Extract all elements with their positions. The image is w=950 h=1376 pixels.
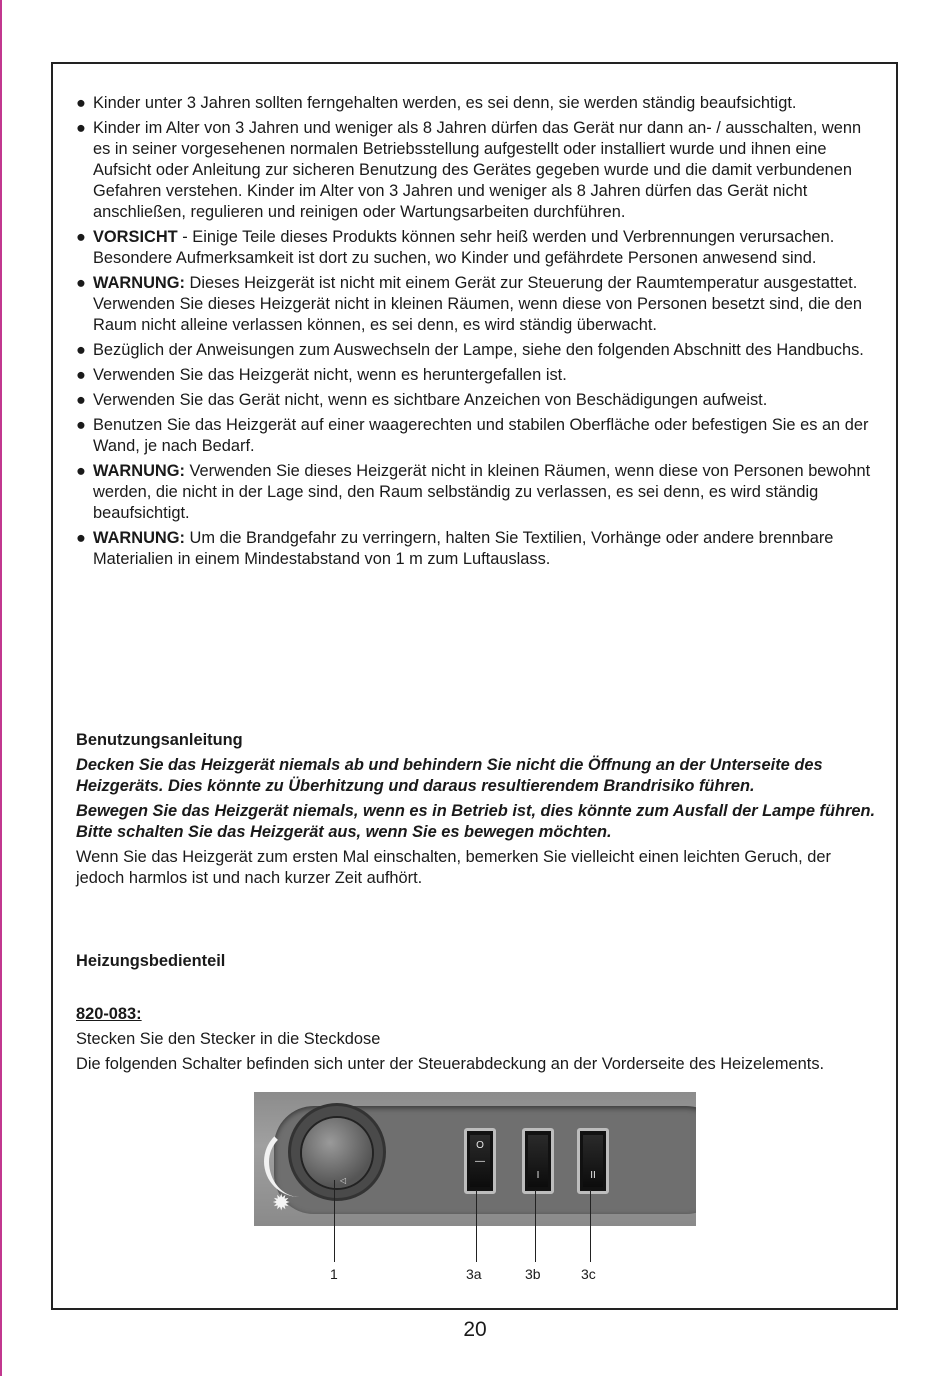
bullet-text: - Einige Teile dieses Produkts können sehr heiß werden und Verbrennungen verursachen. Besondere Aufmerksamkeit ist dort zu suchen, wo Kinder und gefährdete Personen anwesend sind. <box>93 228 835 267</box>
control-line-plug: Stecken Sie den Stecker in die Steckdose <box>76 1030 381 1048</box>
bullet-bold-label: WARNUNG: <box>93 529 185 547</box>
bullet-text: Dieses Heizgerät ist nicht mit einem Gerät zur Steuerung der Raumtemperatur ausgestattet. Verwenden Sie dieses Heizgerät nicht in kleinen Räumen, wenn diese von Personen besetzt sind, die den Raum nicht alleine verlassen können, es sei denn, es wird ständig überwacht. <box>93 274 863 334</box>
switch-level2-glyph: II <box>590 1170 596 1181</box>
page-trim-line <box>0 0 2 1376</box>
bullet-item <box>76 390 876 411</box>
bullet-dot-icon: ● <box>76 462 86 480</box>
control-heading-block <box>76 951 876 972</box>
bullet-bold-label: WARNUNG: <box>93 462 185 480</box>
usage-note-smell: Wenn Sie das Heizgerät zum ersten Mal einschalten, bemerken Sie vielleicht einen leichten Geruch, der jedoch harmlos ist und nach kurzer Zeit aufhört. <box>76 848 831 887</box>
bullet-item <box>76 365 876 386</box>
usage-heading: Benutzungsanleitung <box>76 731 243 749</box>
bullet-text: Kinder unter 3 Jahren sollten ferngehalten werden, es sei denn, sie werden ständig beaufsichtigt. <box>93 94 797 112</box>
bullet-text: Verwenden Sie dieses Heizgerät nicht in kleinen Räumen, wenn diese von Personen bewohnt werden, die nicht in der Lage sind, den Raum selbständig zu verlassen, es sei denn, es wird ständig beaufsichtigt. <box>93 462 871 522</box>
bullet-dot-icon: ● <box>76 529 86 547</box>
control-heading: Heizungsbedienteil <box>76 952 226 970</box>
rocker <box>583 1135 603 1187</box>
bullet-dot-icon: ● <box>76 416 86 434</box>
control-panel-photo <box>254 1092 696 1226</box>
bullet-text: Benutzen Sie das Heizgerät auf einer waagerechten und stabilen Oberfläche oder befestigen Sie es an der Wand, je nach Bedarf. <box>93 416 869 455</box>
bullet-text: Verwenden Sie das Heizgerät nicht, wenn es heruntergefallen ist. <box>93 366 567 384</box>
switch-on-glyph: — <box>475 1156 485 1167</box>
leader-line-3a <box>476 1190 477 1262</box>
leader-line-3b <box>535 1190 536 1262</box>
bullet-item <box>76 118 876 223</box>
leader-line-3c <box>590 1190 591 1262</box>
usage-section <box>76 730 876 889</box>
rocker <box>470 1135 490 1187</box>
rocker <box>528 1135 548 1187</box>
bullet-dot-icon: ● <box>76 341 86 359</box>
bullet-bold-label: WARNUNG: <box>93 274 185 292</box>
switch-3c <box>577 1128 609 1194</box>
bullet-item <box>76 93 876 114</box>
bullet-item <box>76 273 876 336</box>
control-section <box>76 1004 876 1075</box>
callout-3a: 3a <box>466 1266 482 1282</box>
bullet-dot-icon: ● <box>76 391 86 409</box>
page-number: 20 <box>463 1318 487 1341</box>
usage-warning-move: Bewegen Sie das Heizgerät niemals, wenn es in Betrieb ist, dies könnte zum Ausfall der Lampe führen. Bitte schalten Sie das Heizgerät aus, wenn Sie es bewegen möchten. <box>76 802 876 841</box>
model-number: 820-083: <box>76 1005 142 1023</box>
leader-line-1 <box>334 1180 335 1262</box>
bullet-text: Um die Brandgefahr zu verringern, halten Sie Textilien, Vorhänge oder andere brennbare Materialien in einem Mindestabstand von 1 m zum Luftauslass. <box>93 529 834 568</box>
switch-off-glyph: O <box>476 1140 484 1151</box>
bullet-dot-icon: ● <box>76 94 86 112</box>
bullet-item <box>76 528 876 570</box>
callout-3b: 3b <box>525 1266 541 1282</box>
callout-3c: 3c <box>581 1266 596 1282</box>
bullet-item <box>76 415 876 457</box>
switch-3b <box>522 1128 554 1194</box>
bullet-item <box>76 461 876 524</box>
bullet-dot-icon: ● <box>76 119 86 137</box>
bullet-text: Kinder im Alter von 3 Jahren und weniger als 8 Jahren dürfen das Gerät nur dann an- / ausschalten, wenn es in seiner vorgesehenen normalen Betriebsstellung aufgestellt oder installiert wurde und ihnen eine Aufsicht oder Anleitung zur sicheren Benutzung des Gerätes gegeben wurde und die damit verbundenen Gefahren verstehen. Kinder im Alter von 3 Jahren und weniger als 8 Jahren dürfen das Gerät nicht anschließen, regulieren und reinigen oder Wartungsarbeiten durchführen. <box>93 119 862 221</box>
control-knob <box>302 1118 372 1188</box>
bullet-dot-icon: ● <box>76 366 86 384</box>
bullet-text: Bezüglich der Anweisungen zum Auswechseln der Lampe, siehe den folgenden Abschnitt des Handbuchs. <box>93 341 864 359</box>
heat-sun-icon: ✹ <box>272 1190 291 1215</box>
bullet-text: Verwenden Sie das Gerät nicht, wenn es sichtbare Anzeichen von Beschädigungen aufweist. <box>93 391 768 409</box>
usage-warning-cover: Decken Sie das Heizgerät niemals ab und behindern Sie nicht die Öffnung an der Unterseite des Heizgeräts. Dies könnte zu Überhitzung und daraus resultierendem Brandrisiko führen. <box>76 756 823 795</box>
switch-3a <box>464 1128 496 1194</box>
bullet-dot-icon: ● <box>76 274 86 292</box>
safety-bullet-list <box>76 93 876 574</box>
control-line-switches: Die folgenden Schalter befinden sich unter der Steuerabdeckung an der Vorderseite des Heizelements. <box>76 1055 825 1073</box>
switch-level1-glyph: I <box>536 1170 540 1181</box>
bullet-bold-label: VORSICHT <box>93 228 178 246</box>
bullet-item <box>76 227 876 269</box>
callout-1: 1 <box>330 1266 338 1282</box>
bullet-item <box>76 340 876 361</box>
bullet-dot-icon: ● <box>76 228 86 246</box>
knob-indicator-icon: ◁ <box>340 1176 347 1185</box>
